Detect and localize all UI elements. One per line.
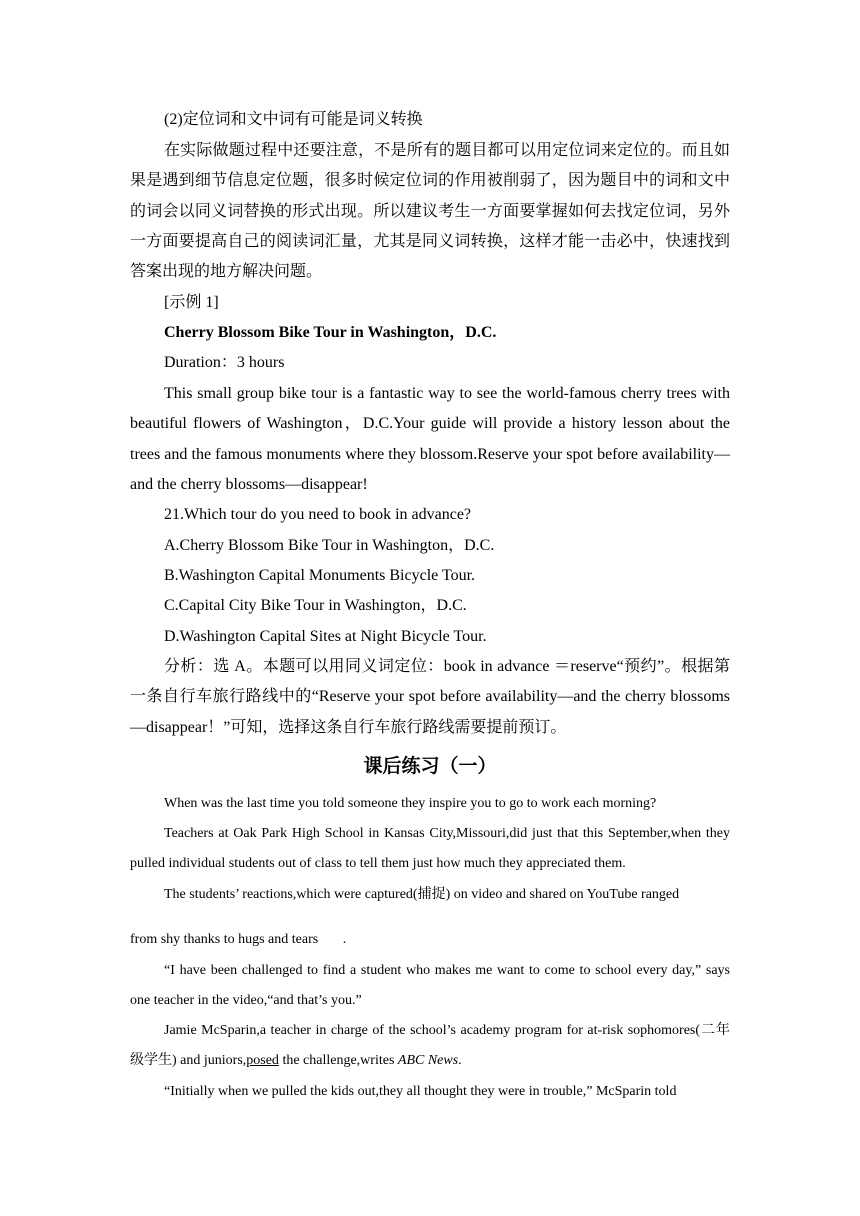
question-stem: 21.Which tour do you need to book in advance? xyxy=(164,506,472,523)
example-label: [示例 1] xyxy=(164,294,219,311)
paragraph-5-text-continued: the challenge,writes xyxy=(278,1053,398,1069)
option-d: D.Washington Capital Sites at Night Bicycle Tour. xyxy=(164,628,487,645)
exercise-paragraph-2: Teachers at Oak Park High School in Kansas City,Missouri,did just that this September,when they pulled individual students out of class to tell them just how much they appreciated them. xyxy=(130,826,730,872)
intro-paragraph: 在实际做题过程中还要注意，不是所有的题目都可以用定位词来定位的。而且如果是遇到细节信息定位题，很多时候定位词的作用被削弱了，因为题目中的词和文中的词会以同义词替换的形式出现。所以建议考生一方面要掌握如何去找定位词，另外一方面要提高自己的阅读词汇量，尤其是同义词转换，这样才能一击必中，快速找到答案出现的地方解决问题。 xyxy=(130,142,730,281)
exercise-paragraph-4: “I have been challenged to find a student who makes me want to come to school every day,” says one teacher in the video,“and that’s you.” xyxy=(130,963,730,1009)
underlined-word: posed xyxy=(246,1053,279,1069)
analysis-paragraph: 分析：选 A。本题可以用同义词定位：book in advance ＝reserve“预约”。根据第一条自行车旅行路线中的“Reserve your spot before availability—and the cherry blossoms—disappear！”可知，选择这条自行车旅行路线需要提前预订。 xyxy=(130,658,730,736)
option-a: A.Cherry Blossom Bike Tour in Washington，D.C. xyxy=(164,537,495,554)
option-c: C.Capital City Bike Tour in Washington，D.C. xyxy=(164,597,467,614)
tour-description: This small group bike tour is a fantastic way to see the world-famous cherry trees with beautiful flowers of Washington，D.C.Your guide will provide a history lesson about the trees and the famous monuments where they blossom.Reserve your spot before availability—and the cherry blossoms—disappear! xyxy=(130,385,730,493)
exercise-paragraph-1: When was the last time you told someone they inspire you to go to work each morning? xyxy=(164,796,657,811)
exercise-paragraph-5 xyxy=(130,1016,730,1077)
source-name: ABC News xyxy=(397,1053,459,1069)
exercise-paragraph-6: “Initially when we pulled the kids out,they all thought they were in trouble,” McSparin told xyxy=(164,1084,677,1099)
option-b: B.Washington Capital Monuments Bicycle Tour. xyxy=(164,567,476,584)
paragraph-5-text: Jamie McSparin,a teacher in charge of the school’s academy program for at-risk sophomores(二年级学生) and juniors, xyxy=(130,1023,730,1069)
paragraph-5-end: . xyxy=(458,1053,462,1069)
tour-title: Cherry Blossom Bike Tour in Washington，D.C. xyxy=(164,324,497,341)
subsection-heading: (2)定位词和文中词有可能是词义转换 xyxy=(164,111,423,128)
exercise-title: 课后练习（一） xyxy=(363,755,497,777)
exercise-paragraph-3-line-1: The students’ reactions,which were captured(捕捉) on video and shared on YouTube ranged xyxy=(164,887,680,902)
exercise-paragraph-3-line-2: from shy thanks to hugs and tears . xyxy=(130,932,347,947)
tour-duration: Duration：3 hours xyxy=(164,354,285,371)
